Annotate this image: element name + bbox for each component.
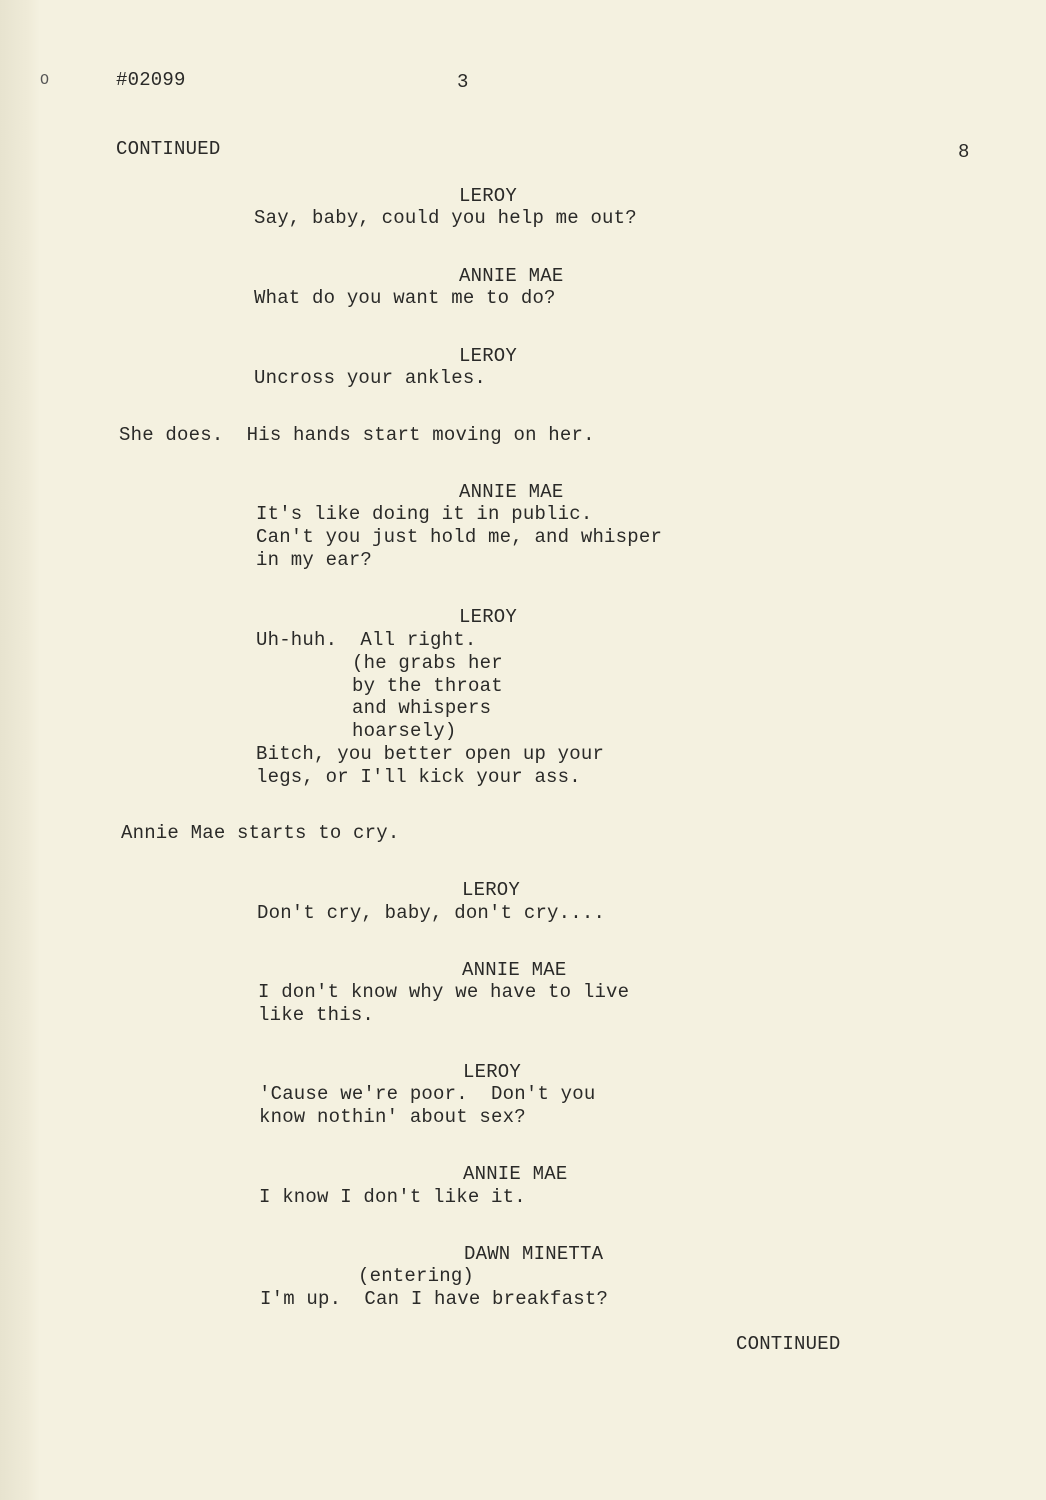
scene-number: 8 <box>958 141 970 163</box>
character-cue: ANNIE MAE <box>459 481 564 503</box>
continued-top: CONTINUED <box>116 138 221 160</box>
dialogue-line: I know I don't like it. <box>259 1186 526 1208</box>
dialogue-line: Say, baby, could you help me out? <box>254 207 637 229</box>
dialogue-line: Uncross your ankles. <box>254 367 487 389</box>
continued-bottom: CONTINUED <box>736 1333 841 1355</box>
character-cue: LEROY <box>459 345 518 367</box>
action-line: Annie Mae starts to cry. <box>121 822 400 844</box>
action-line: She does. His hands start moving on her. <box>119 424 595 446</box>
script-number: #02099 <box>116 69 186 91</box>
character-cue: LEROY <box>462 879 521 901</box>
parenthetical: (entering) <box>358 1265 475 1287</box>
character-cue: ANNIE MAE <box>462 959 567 981</box>
page-edge <box>0 0 40 1500</box>
character-cue: ANNIE MAE <box>459 265 564 287</box>
character-cue: ANNIE MAE <box>463 1163 568 1185</box>
dialogue-line: like this. <box>258 1004 375 1026</box>
parenthetical: hoarsely) <box>352 720 457 742</box>
dialogue-line: in my ear? <box>256 549 373 571</box>
parenthetical: by the throat <box>352 675 503 697</box>
character-cue: DAWN MINETTA <box>464 1243 604 1265</box>
dialogue-line: It's like doing it in public. <box>256 503 593 525</box>
parenthetical: (he grabs her <box>352 652 503 674</box>
dialogue-line: know nothin' about sex? <box>259 1106 526 1128</box>
dialogue-line: legs, or I'll kick your ass. <box>256 766 581 788</box>
character-cue: LEROY <box>459 185 518 207</box>
dialogue-line: 'Cause we're poor. Don't you <box>259 1083 596 1105</box>
dialogue-line: Uh-huh. All right. <box>256 629 477 651</box>
character-cue: LEROY <box>459 606 518 628</box>
dialogue-line: I'm up. Can I have breakfast? <box>260 1288 609 1310</box>
dialogue-line: Bitch, you better open up your <box>256 743 605 765</box>
dialogue-line: I don't know why we have to live <box>258 981 630 1003</box>
page-edge-mark: O <box>40 72 50 89</box>
dialogue-line: Don't cry, baby, don't cry.... <box>257 902 606 924</box>
parenthetical: and whispers <box>352 697 492 719</box>
dialogue-line: Can't you just hold me, and whisper <box>256 526 663 548</box>
dialogue-line: What do you want me to do? <box>254 287 556 309</box>
character-cue: LEROY <box>463 1061 522 1083</box>
page-number: 3 <box>457 71 469 93</box>
